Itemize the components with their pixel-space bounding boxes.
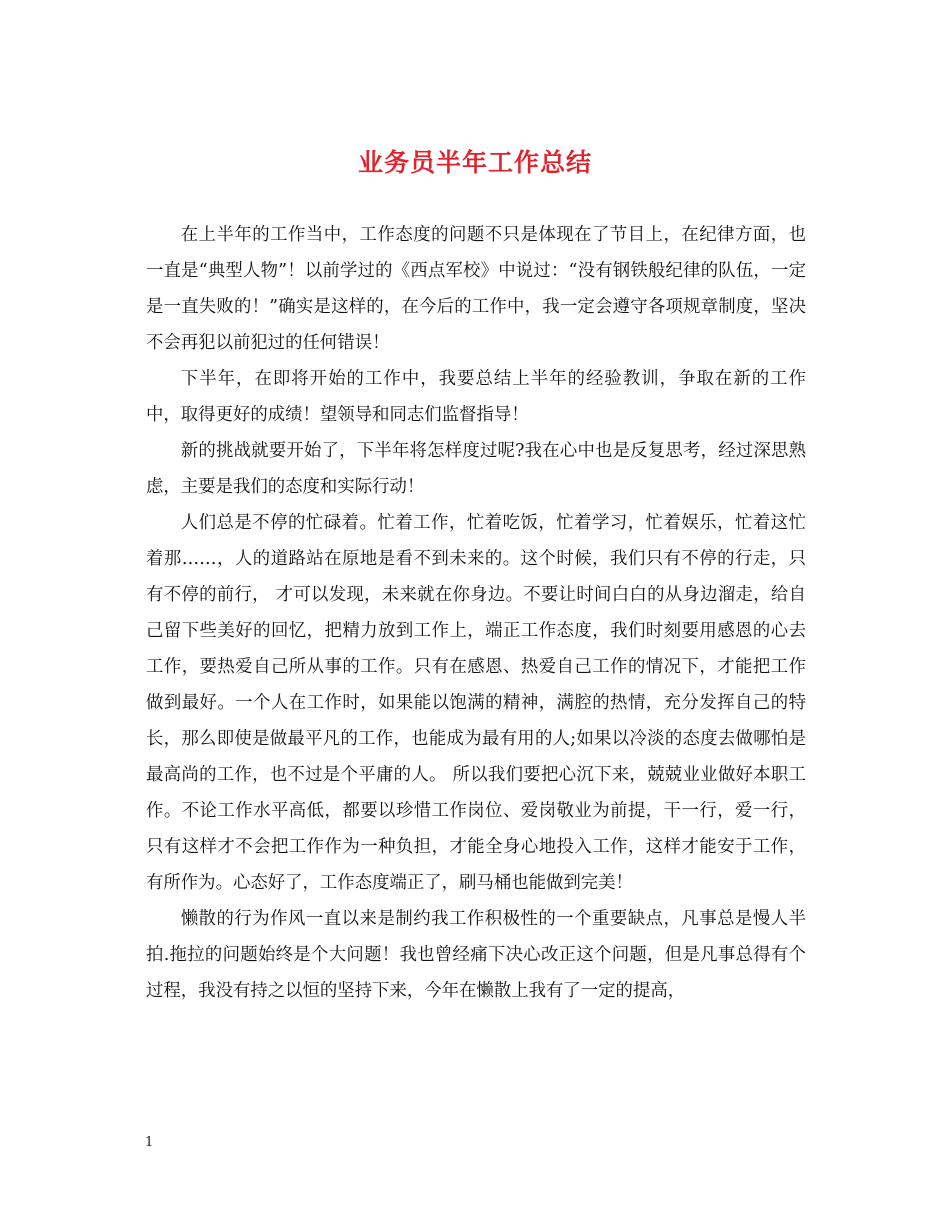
paragraph-1: 在上半年的工作当中，工作态度的问题不只是体现在了节目上，在纪律方面，也一直是“典型人物”！以前学过的《西点军校》中说过：“没有钢铁般纪律的队伍，一定是一直失败的！”确实是这样的，在今后的工作中，我一定会遵守各项规章制度，坚决不会再犯以前犯过的任何错误！ bbox=[146, 225, 806, 353]
paragraph-3: 新的挑战就要开始了，下半年将怎样度过呢?我在心中也是反复思考，经过深思熟虑，主要是我们的态度和实际行动！ bbox=[146, 441, 806, 497]
paragraph-4: 人们总是不停的忙碌着。忙着工作，忙着吃饭，忙着学习，忙着娱乐，忙着这忙着那……，人的道路站在原地是看不到未来的。这个时候，我们只有不停的行走，只有不停的前行， 才可以发现，未来就在你身边。不要让时间白白的从身边溜走，给自己留下些美好的回忆，把精力放到工作上，端正工作态度，我们时刻要用感恩的心去工作，要热爱自己所从事的工作。只有在感恩、热爱自己工作的情况下，才能把工作做到最好。一个人在工作时，如果能以饱满的精神，满腔的热情，充分发挥自己的特长，那么即使是做最平凡的工作，也能成为最有用的人;如果以冷淡的态度去做哪怕是最高尚的工作，也不过是个平庸的人。 所以我们要把心沉下来，兢兢业业做好本职工作。不论工作水平高低，都要以珍惜工作岗位、爱岗敬业为前提，干一行，爱一行，只有这样才不会把工作作为一种负担，才能全身心地投入工作，这样才能安于工作，有所作为。心态好了，工作态度端正了，刷马桶也能做到完美！ bbox=[146, 513, 806, 893]
paragraph-2: 下半年，在即将开始的工作中，我要总结上半年的经验教训，争取在新的工作中，取得更好的成绩！望领导和同志们监督指导！ bbox=[146, 369, 806, 425]
paragraph-5: 懒散的行为作风一直以来是制约我工作积极性的一个重要缺点，凡事总是慢人半拍.拖拉的问题始终是个大问题！我也曾经痛下决心改正这个问题，但是凡事总得有个过程，我没有持之以恒的坚持下来，今年在懒散上我有了一定的提高， bbox=[146, 909, 806, 1001]
page-title: 业务员半年工作总结 bbox=[357, 148, 592, 177]
page-number: 1 bbox=[145, 1135, 154, 1150]
document-body bbox=[146, 217, 806, 1009]
